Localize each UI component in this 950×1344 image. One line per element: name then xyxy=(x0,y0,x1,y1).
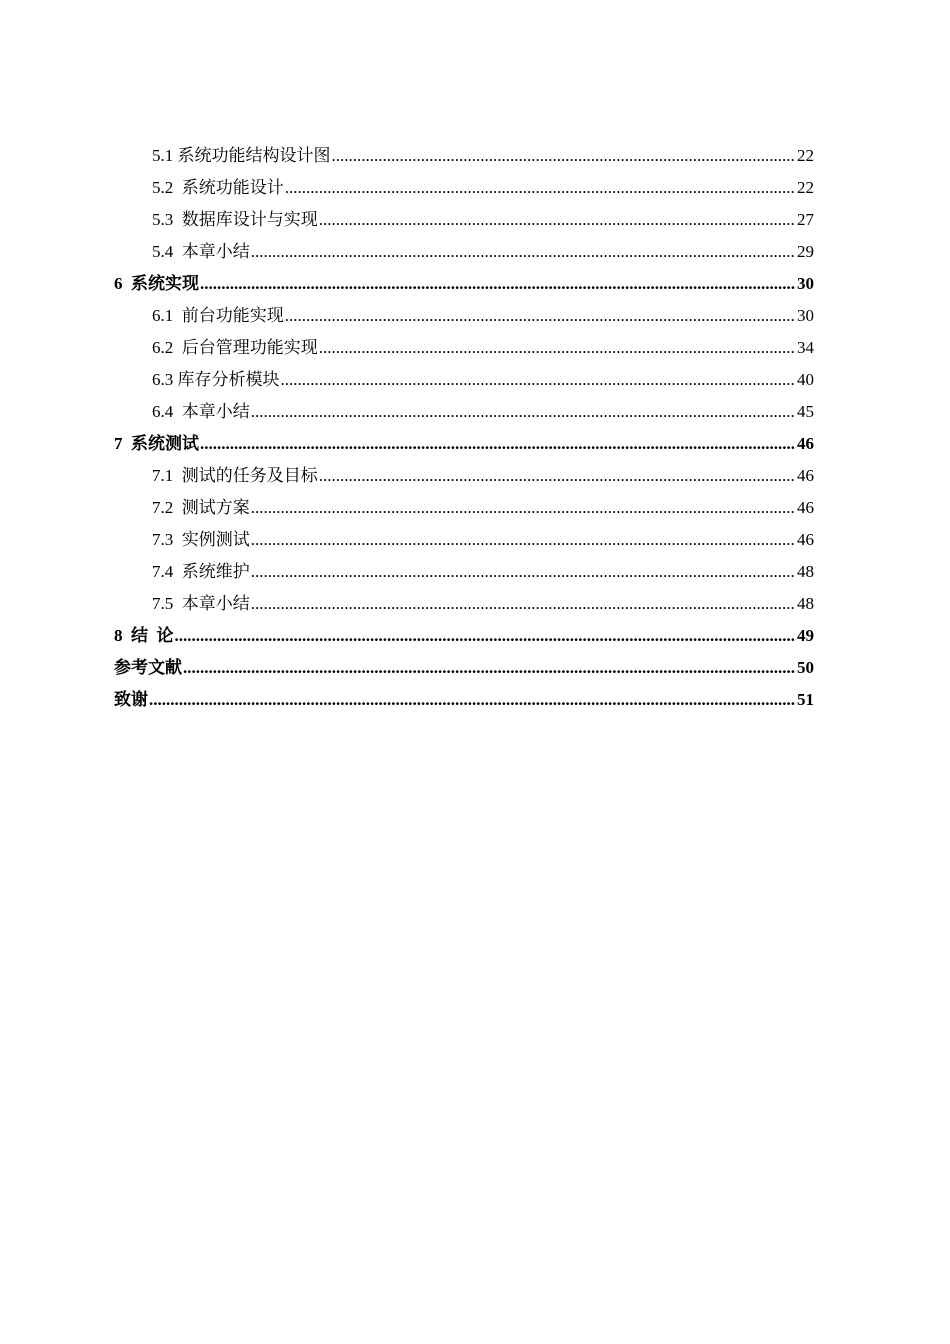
toc-entry-6-2[interactable] xyxy=(114,332,814,364)
toc-entry-page: 34 xyxy=(797,338,814,357)
toc-dot-leader xyxy=(251,588,796,620)
toc-entry-title: 7.5 本章小结 xyxy=(152,594,250,613)
toc-entry-page: 29 xyxy=(797,242,814,261)
toc-entry-title: 8 结 论 xyxy=(114,626,174,645)
toc-entry-title: 6 系统实现 xyxy=(114,274,199,293)
toc-entry-title: 6.3 库存分析模块 xyxy=(152,370,280,389)
toc-entry-page: 46 xyxy=(797,434,814,453)
toc-entry-page: 48 xyxy=(797,594,814,613)
toc-entry-page: 27 xyxy=(797,210,814,229)
toc-dot-leader xyxy=(319,332,796,364)
table-of-contents xyxy=(114,140,814,716)
toc-dot-leader xyxy=(285,300,796,332)
toc-dot-leader xyxy=(319,204,796,236)
toc-entry-title: 7.2 测试方案 xyxy=(152,498,250,517)
toc-entry-7-2[interactable] xyxy=(114,492,814,524)
toc-entry-acknowledgements[interactable] xyxy=(114,684,814,716)
toc-entry-5-3[interactable] xyxy=(114,204,814,236)
toc-entry-page: 46 xyxy=(797,530,814,549)
toc-entry-7-3[interactable] xyxy=(114,524,814,556)
toc-dot-leader xyxy=(251,492,796,524)
toc-entry-title: 6.4 本章小结 xyxy=(152,402,250,421)
toc-entry-page: 50 xyxy=(797,658,814,677)
toc-entry-page: 22 xyxy=(797,146,814,165)
toc-entry-title: 致谢 xyxy=(114,690,148,709)
toc-entry-7-5[interactable] xyxy=(114,588,814,620)
toc-dot-leader xyxy=(281,364,797,396)
toc-entry-title: 5.1 系统功能结构设计图 xyxy=(152,146,331,165)
toc-entry-page: 45 xyxy=(797,402,814,421)
toc-entry-5-2[interactable] xyxy=(114,172,814,204)
toc-dot-leader xyxy=(251,556,796,588)
toc-dot-leader xyxy=(175,620,797,652)
toc-dot-leader xyxy=(319,460,796,492)
toc-entry-6-3[interactable] xyxy=(114,364,814,396)
toc-entry-page: 46 xyxy=(797,466,814,485)
toc-entry-title: 5.3 数据库设计与实现 xyxy=(152,210,318,229)
toc-entry-title: 参考文献 xyxy=(114,658,182,677)
toc-entry-page: 22 xyxy=(797,178,814,197)
toc-entry-page: 30 xyxy=(797,274,814,293)
toc-entry-title: 7.3 实例测试 xyxy=(152,530,250,549)
toc-entry-title: 7.4 系统维护 xyxy=(152,562,250,581)
toc-entry-6-4[interactable] xyxy=(114,396,814,428)
toc-entry-title: 5.4 本章小结 xyxy=(152,242,250,261)
toc-dot-leader xyxy=(251,396,796,428)
toc-entry-references[interactable] xyxy=(114,652,814,684)
toc-entry-page: 40 xyxy=(797,370,814,389)
toc-dot-leader xyxy=(251,236,796,268)
toc-entry-5-4[interactable] xyxy=(114,236,814,268)
toc-entry-page: 30 xyxy=(797,306,814,325)
toc-entry-page: 51 xyxy=(797,690,814,709)
toc-dot-leader xyxy=(183,652,796,684)
toc-entry-page: 46 xyxy=(797,498,814,517)
toc-entry-chapter-6[interactable] xyxy=(114,268,814,300)
toc-dot-leader xyxy=(332,140,797,172)
toc-entry-5-1[interactable] xyxy=(114,140,814,172)
toc-entry-7-4[interactable] xyxy=(114,556,814,588)
toc-entry-title: 6.1 前台功能实现 xyxy=(152,306,284,325)
toc-entry-page: 48 xyxy=(797,562,814,581)
toc-dot-leader xyxy=(285,172,796,204)
toc-dot-leader xyxy=(149,684,796,716)
toc-entry-title: 7.1 测试的任务及目标 xyxy=(152,466,318,485)
toc-entry-title: 5.2 系统功能设计 xyxy=(152,178,284,197)
toc-entry-title: 7 系统测试 xyxy=(114,434,199,453)
toc-dot-leader xyxy=(251,524,796,556)
toc-dot-leader xyxy=(200,268,796,300)
toc-entry-chapter-8[interactable] xyxy=(114,620,814,652)
toc-entry-chapter-7[interactable] xyxy=(114,428,814,460)
toc-entry-title: 6.2 后台管理功能实现 xyxy=(152,338,318,357)
toc-entry-6-1[interactable] xyxy=(114,300,814,332)
toc-dot-leader xyxy=(200,428,796,460)
toc-entry-7-1[interactable] xyxy=(114,460,814,492)
toc-entry-page: 49 xyxy=(797,626,814,645)
